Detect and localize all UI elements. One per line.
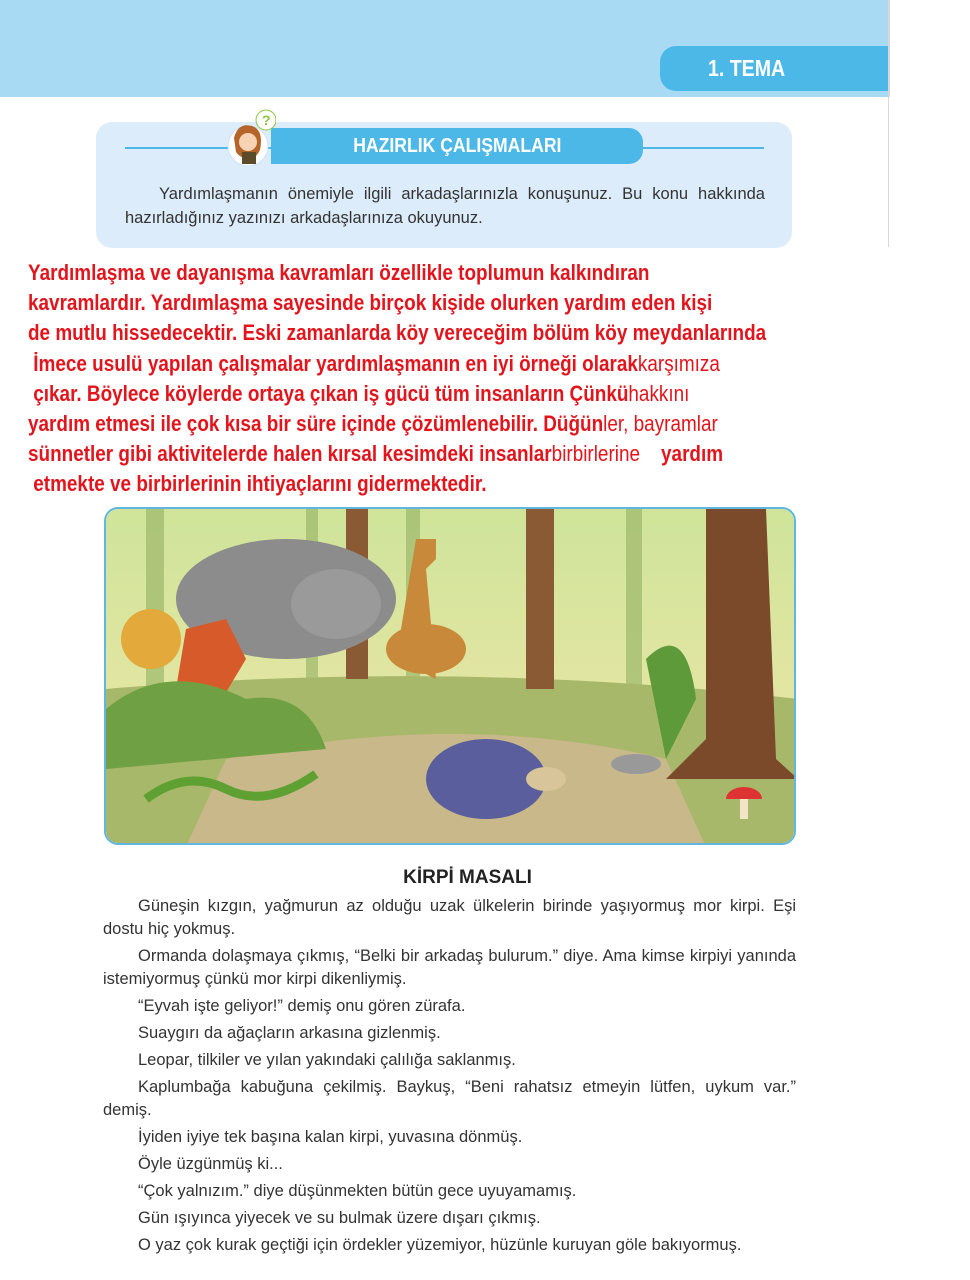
story-paragraph: İyiden iyiye tek başına kalan kirpi, yuvasına dönmüş. (138, 1128, 523, 1146)
preparation-title-text: HAZIRLIK ÇALIŞMALARI (352, 134, 562, 157)
answer-plain-segment: hakkını (628, 380, 690, 406)
answer-bold-segment: çıkar. Böylece köylerde ortaya çıkan iş gücü tüm insanların Çünkü (28, 380, 629, 406)
story-paragraph: Suaygırı da ağaçların arkasına gizlenmiş. (138, 1024, 441, 1042)
answer-plain-segment: karşımıza (637, 350, 720, 376)
answer-plain-segment: ler, bayramlar (603, 411, 718, 437)
story-paragraph: Güneşin kızgın, yağmurun az olduğu uzak ülkelerin birinde yaşıyormuş mor kirpi. Eşi dostu hiç yokmuş. (103, 897, 796, 938)
answer-bold-segment: sünnetler gibi aktivitelerde halen kırsal kesimdeki insanlar (28, 441, 552, 467)
story-paragraph: “Çok yalnızım.” diye düşünmekten bütün gece uyuyamamış. (138, 1182, 577, 1200)
answer-line (28, 318, 766, 348)
answer-bold-segment: yardım etmesi ile çok kısa bir süre içinde çözümlenebilir. Düğün (28, 411, 604, 437)
answer-line (28, 349, 766, 379)
story-title: KİRPİ MASALI (403, 867, 532, 888)
answer-line (28, 288, 766, 318)
story-paragraph: “Eyvah işte geliyor!” demiş onu gören zürafa. (138, 997, 466, 1015)
story-paragraph: O yaz çok kurak geçtiği için ördekler yüzemiyor, hüzünle kuruyan göle bakıyormuş. (138, 1236, 742, 1254)
preparation-text: Yardımlaşmanın önemiyle ilgili arkadaşlarınızla konuşunuz. Bu konu hakkında hazırladığınız yazınızı arkadaşlarınıza okuyunuz. (125, 185, 765, 227)
answer-line (28, 439, 766, 469)
answer-bold-segment: kavramlardır. Yardımlaşma sayesinde birçok kişide olurken yardım eden kişi (28, 290, 713, 316)
answer-line (28, 258, 766, 288)
answer-bold-segment: de mutlu hissedecektir. Eski zamanlarda köy vereceğim bölüm köy meydanlarında (28, 320, 767, 346)
answer-line (28, 379, 766, 409)
answer-bold-segment: İmece usulü yapılan çalışmalar yardımlaşmanın en iyi örneği olarak (28, 350, 638, 376)
preparation-box (96, 112, 792, 248)
answer-bold-segment: yardım (661, 441, 724, 467)
girl-question-icon (220, 108, 276, 168)
forest-scene-image (106, 509, 796, 845)
answer-line (28, 469, 766, 499)
answer-bold-segment: etmekte ve birbirlerinin ihtiyaçlarını gidermektedir. (28, 471, 487, 497)
story-text (103, 895, 796, 1261)
preparation-title (271, 128, 643, 164)
divider (636, 147, 764, 149)
forest-animals-illustration (104, 507, 796, 845)
svg-text:?: ? (262, 112, 271, 128)
answer-plain-segment: birbirlerine (551, 441, 662, 467)
answer-line (28, 409, 766, 439)
theme-label-text: 1. TEMA (708, 55, 786, 81)
theme-label (660, 46, 888, 91)
story-paragraph: Leopar, tilkiler ve yılan yakındaki çalılığa saklanmış. (138, 1051, 516, 1069)
answer-bold-segment: Yardımlaşma ve dayanışma kavramları özellikle toplumun kalkındıran (28, 260, 650, 285)
story-paragraph: Gün ışıyınca yiyecek ve su bulmak üzere dışarı çıkmış. (138, 1209, 541, 1227)
story-paragraph: Ormanda dolaşmaya çıkmış, “Belki bir arkadaş bulurum.” diye. Ama kimse kirpiyi yanında istemiyormuş çünkü mor kirpi dikenliymiş. (103, 947, 796, 988)
handwritten-answer (28, 258, 886, 500)
story-paragraph: Öyle üzgünmüş ki... (138, 1155, 283, 1173)
story-paragraph: Kaplumbağa kabuğuna çekilmiş. Baykuş, “Beni rahatsız etmeyin lütfen, uykum var.” demiş. (103, 1078, 796, 1119)
page-edge (888, 97, 889, 247)
